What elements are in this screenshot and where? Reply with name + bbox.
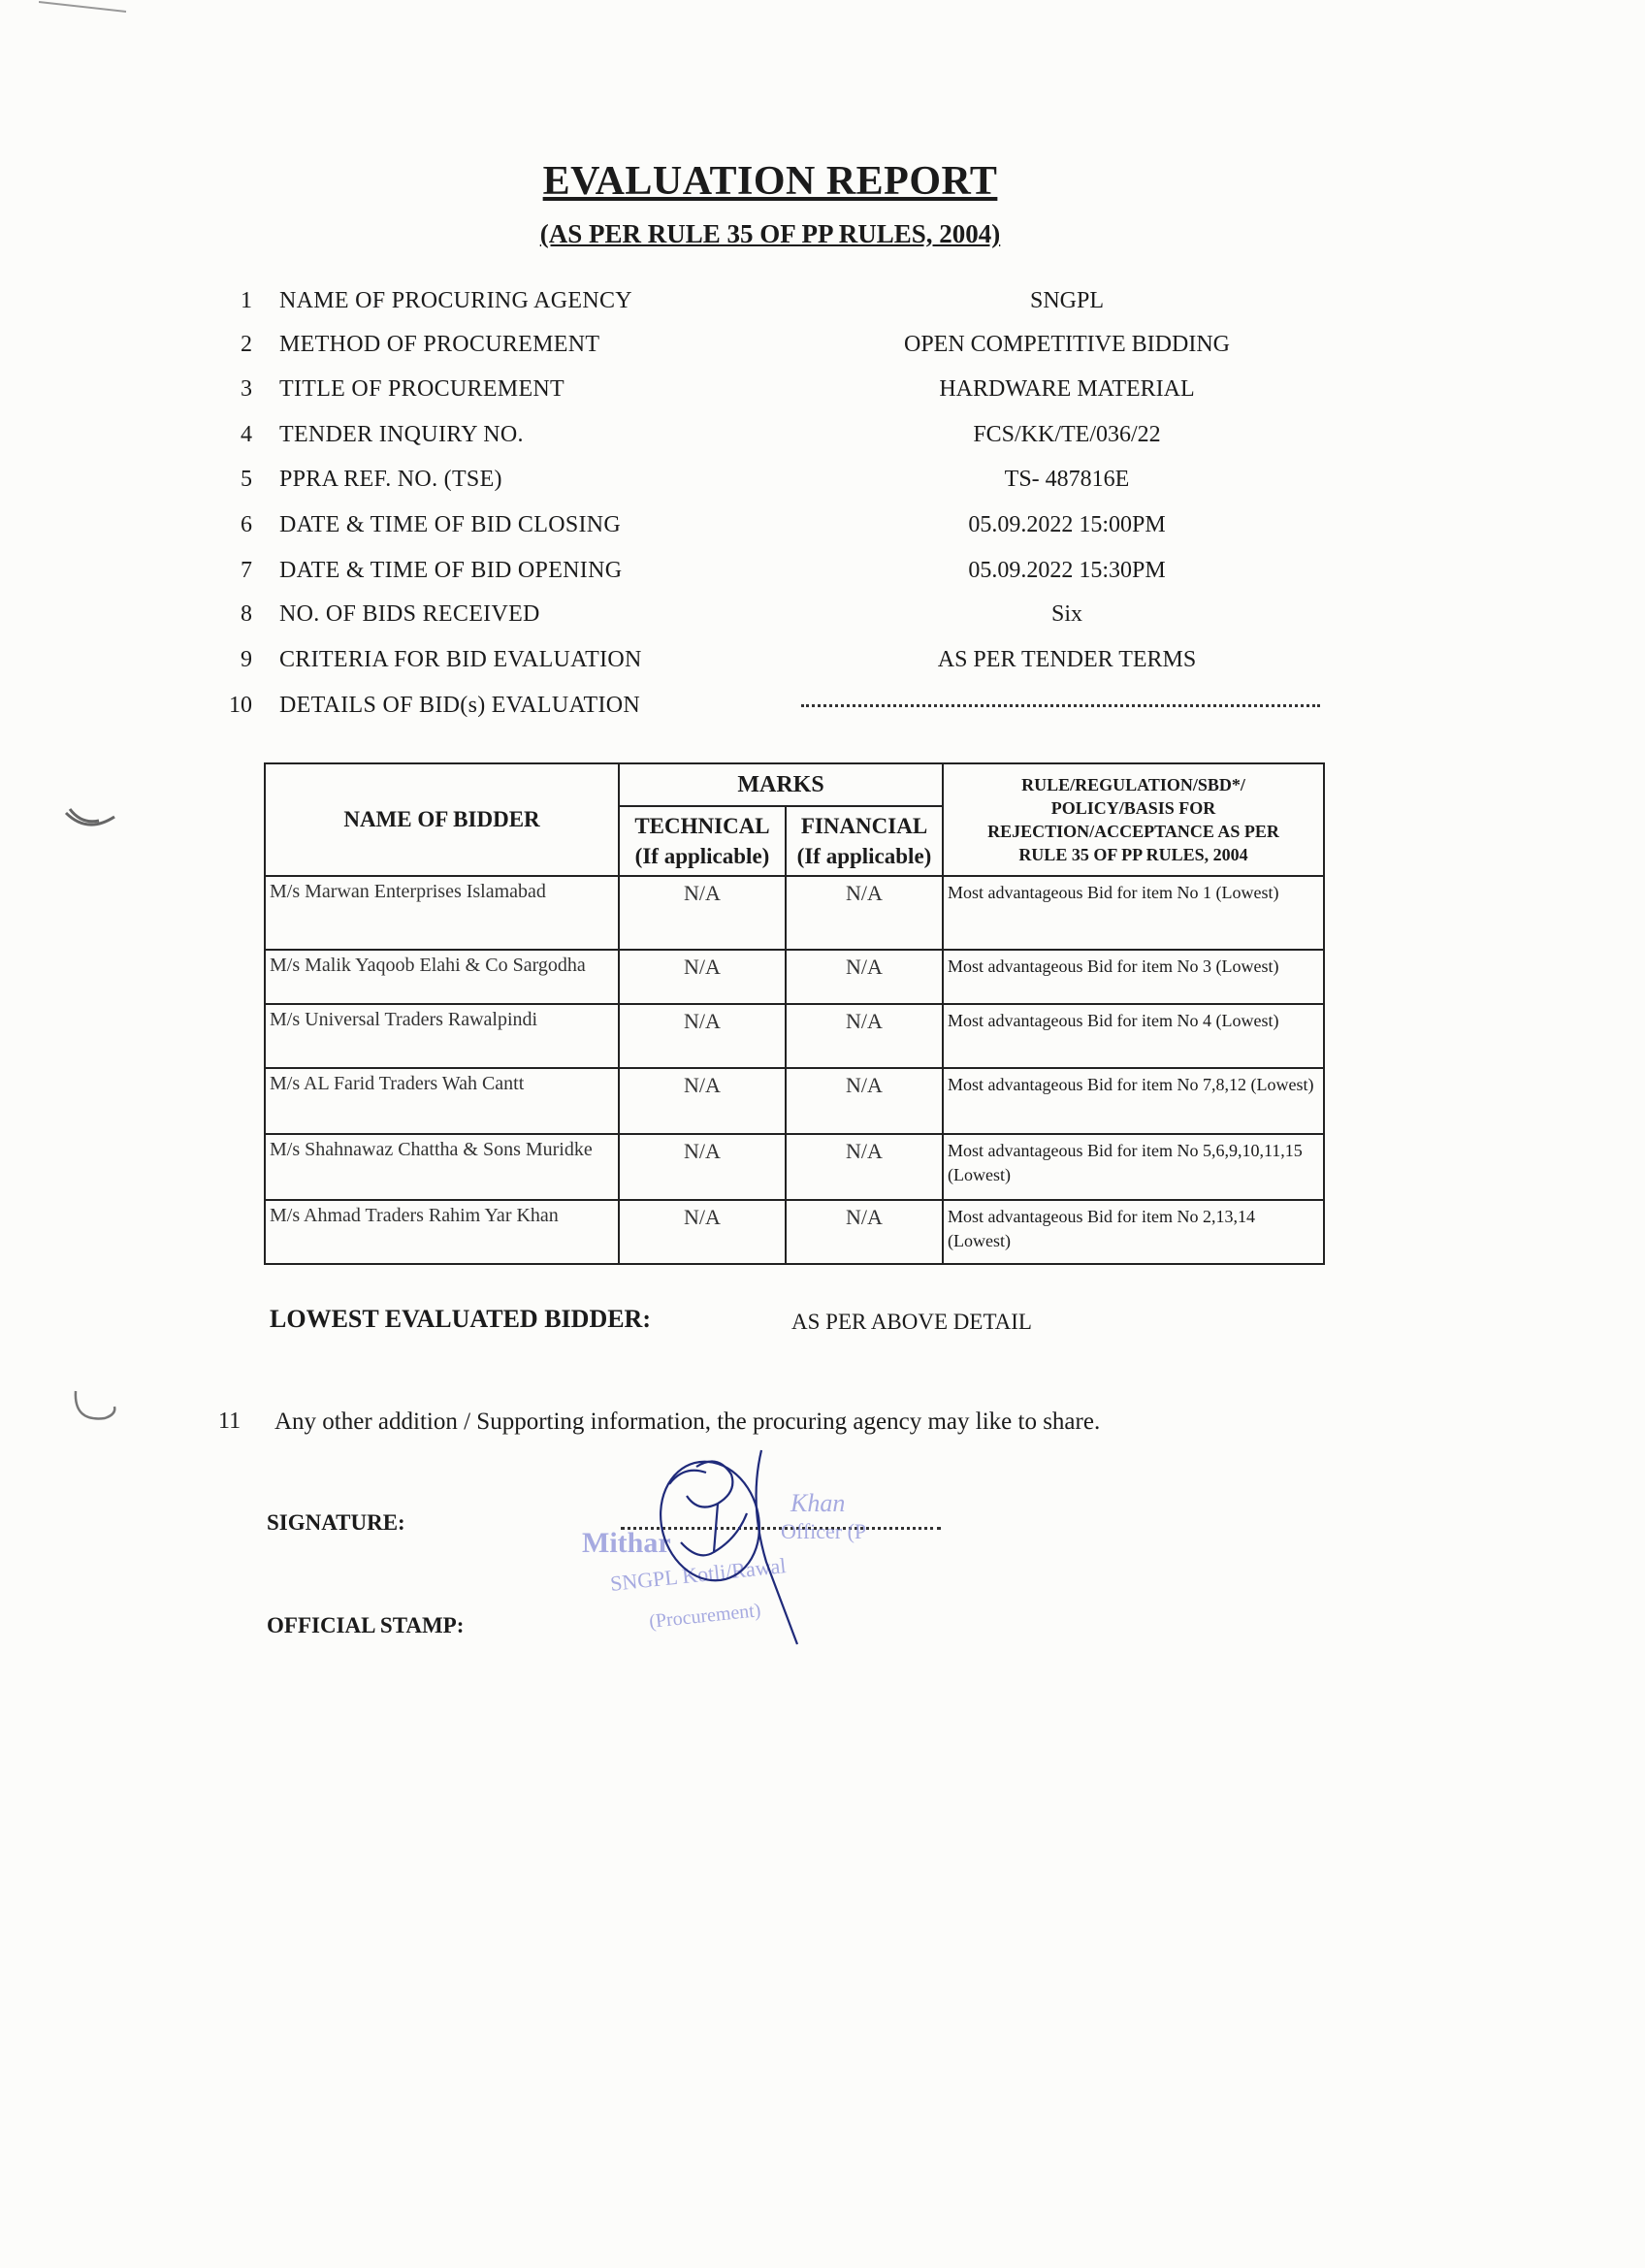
field-number: 6 (241, 512, 252, 537)
signature-and-stamp-image (572, 1445, 921, 1669)
header-rule-line: RULE/REGULATION/SBD*/ (1021, 775, 1245, 794)
evaluation-basis: Most advantageous Bid for item No 1 (Lowest) (943, 876, 1324, 950)
additional-info-text: Any other addition / Supporting information, the procuring agency may like to share. (274, 1409, 1101, 1435)
bidder-name: M/s Universal Traders Rawalpindi (265, 1004, 619, 1068)
header-name-of-bidder: NAME OF BIDDER (265, 763, 619, 876)
header-rule-basis (943, 763, 1324, 876)
table-row (265, 1004, 1324, 1068)
field-row (0, 467, 1645, 505)
table-row (265, 876, 1324, 950)
field-label: DATE & TIME OF BID OPENING (279, 558, 623, 583)
field-row (0, 601, 1645, 640)
technical-mark: N/A (619, 950, 786, 1004)
header-financial-label: FINANCIAL (800, 814, 928, 838)
lowest-bidder-label: LOWEST EVALUATED BIDDER: (270, 1305, 651, 1333)
field-value: OPEN COMPETITIVE BIDDING (904, 332, 1230, 357)
bidder-name: M/s Shahnawaz Chattha & Sons Muridke (265, 1134, 619, 1200)
field-number: 10 (229, 693, 252, 718)
field-label: PPRA REF. NO. (TSE) (279, 467, 502, 492)
field-value: SNGPL (1029, 288, 1105, 313)
field-number: 9 (241, 647, 252, 672)
table-row (265, 1200, 1324, 1264)
bidder-name: M/s AL Farid Traders Wah Cantt (265, 1068, 619, 1134)
field-row (0, 647, 1645, 686)
field-label: TITLE OF PROCUREMENT (279, 376, 564, 402)
lowest-bidder-value: AS PER ABOVE DETAIL (791, 1310, 1032, 1334)
header-technical-note: (If applicable) (634, 844, 770, 868)
evaluation-basis: Most advantageous Bid for item No 3 (Lowest) (943, 950, 1324, 1004)
punch-hole-mark (66, 1377, 124, 1436)
field-row (0, 422, 1645, 461)
financial-mark: N/A (786, 1134, 943, 1200)
field-label: DETAILS OF BID(s) EVALUATION (279, 693, 641, 718)
svg-text:SNGPL Kotli/Rawal: SNGPL Kotli/Rawal (608, 1553, 788, 1596)
report-subtitle: (AS PER RULE 35 OF PP RULES, 2004) (539, 219, 1001, 248)
svg-text:Khan: Khan (790, 1489, 846, 1517)
field-value: AS PER TENDER TERMS (937, 647, 1197, 672)
field-row (0, 288, 1645, 327)
svg-text:Officer (P: Officer (P (781, 1519, 867, 1543)
field-value: 05.09.2022 15:30PM (968, 558, 1166, 583)
financial-mark: N/A (786, 950, 943, 1004)
table-row (265, 1068, 1324, 1134)
field-row (0, 332, 1645, 371)
bid-evaluation-table (264, 762, 1325, 1265)
field-label: METHOD OF PROCUREMENT (279, 332, 600, 357)
header-technical (619, 806, 786, 876)
scan-edge-mark (39, 0, 155, 19)
additional-info-number: 11 (218, 1409, 242, 1434)
financial-mark: N/A (786, 1200, 943, 1264)
header-financial-note: (If applicable) (796, 844, 932, 868)
field-number: 4 (241, 422, 252, 447)
field-value: FCS/KK/TE/036/22 (973, 422, 1161, 447)
svg-text:Mithar: Mithar (582, 1527, 671, 1559)
header-financial (786, 806, 943, 876)
financial-mark: N/A (786, 1004, 943, 1068)
official-stamp (582, 1489, 866, 1633)
field-number: 7 (241, 558, 252, 583)
field-row (0, 693, 1645, 731)
field-row (0, 558, 1645, 597)
bidder-name: M/s Marwan Enterprises Islamabad (265, 876, 619, 950)
financial-mark: N/A (786, 876, 943, 950)
evaluation-basis: Most advantageous Bid for item No 5,6,9,10,11,15 (Lowest) (943, 1134, 1324, 1200)
field-number: 3 (241, 376, 252, 402)
header-marks: MARKS (619, 763, 943, 806)
field-label: TENDER INQUIRY NO. (279, 422, 524, 447)
official-stamp-label: OFFICIAL STAMP: (267, 1613, 465, 1637)
header-rule-line: POLICY/BASIS FOR (1050, 798, 1216, 818)
table-row (265, 1134, 1324, 1200)
field-label: NAME OF PROCURING AGENCY (279, 288, 632, 313)
signature-label: SIGNATURE: (267, 1510, 405, 1535)
svg-text:(Procurement): (Procurement) (648, 1600, 762, 1633)
evaluation-basis: Most advantageous Bid for item No 4 (Lowest) (943, 1004, 1324, 1068)
field-value: TS- 487816E (1004, 467, 1130, 492)
field-number: 8 (241, 601, 252, 627)
technical-mark: N/A (619, 1200, 786, 1264)
field-value: Six (1050, 601, 1082, 627)
field-row (0, 512, 1645, 551)
bidder-name: M/s Malik Yaqoob Elahi & Co Sargodha (265, 950, 619, 1004)
field-number: 1 (241, 288, 252, 313)
header-rule-line: RULE 35 OF PP RULES, 2004 (1018, 845, 1248, 864)
field-value: HARDWARE MATERIAL (939, 376, 1195, 402)
evaluation-basis: Most advantageous Bid for item No 7,8,12 (Lowest) (943, 1068, 1324, 1134)
field-value: 05.09.2022 15:00PM (968, 512, 1166, 537)
evaluation-basis: Most advantageous Bid for item No 2,13,14 (Lowest) (943, 1200, 1324, 1264)
header-rule-line: REJECTION/ACCEPTANCE AS PER (987, 822, 1279, 841)
bidder-name: M/s Ahmad Traders Rahim Yar Khan (265, 1200, 619, 1264)
field-label: NO. OF BIDS RECEIVED (279, 601, 540, 627)
technical-mark: N/A (619, 876, 786, 950)
table-row (265, 950, 1324, 1004)
field-label: CRITERIA FOR BID EVALUATION (279, 647, 642, 672)
header-technical-label: TECHNICAL (634, 814, 770, 838)
field-number: 2 (241, 332, 252, 357)
dotted-fill-line (801, 704, 1320, 707)
technical-mark: N/A (619, 1068, 786, 1134)
technical-mark: N/A (619, 1004, 786, 1068)
punch-hole-mark (58, 795, 126, 844)
report-title: EVALUATION REPORT (542, 159, 998, 204)
field-label: DATE & TIME OF BID CLOSING (279, 512, 622, 537)
field-row (0, 376, 1645, 415)
technical-mark: N/A (619, 1134, 786, 1200)
financial-mark: N/A (786, 1068, 943, 1134)
field-number: 5 (241, 467, 252, 492)
